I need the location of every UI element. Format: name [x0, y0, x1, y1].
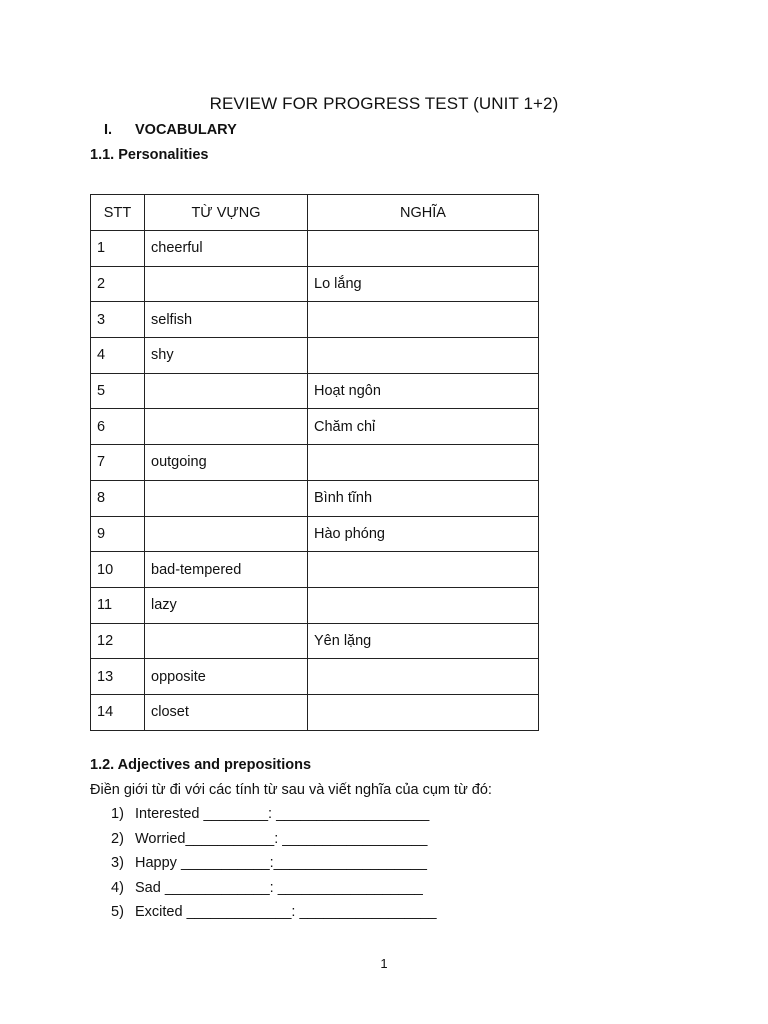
list-item [111, 805, 437, 830]
cell-word [145, 480, 308, 516]
item-number: 1) [111, 806, 124, 822]
item-number: 3) [111, 855, 124, 871]
cell-stt: 3 [91, 302, 145, 338]
table-row [91, 302, 539, 338]
cell-meaning: Yên lặng [308, 623, 539, 659]
cell-word [145, 516, 308, 552]
cell-meaning: Hào phóng [308, 516, 539, 552]
item-number: 5) [111, 904, 124, 920]
cell-meaning: Chăm chỉ [308, 409, 539, 445]
cell-word [145, 409, 308, 445]
cell-stt: 4 [91, 338, 145, 374]
table-row [91, 659, 539, 695]
cell-meaning [308, 552, 539, 588]
cell-word [145, 623, 308, 659]
cell-meaning [308, 445, 539, 481]
header-nghia: NGHĨA [308, 195, 539, 231]
cell-word: shy [145, 338, 308, 374]
cell-stt: 1 [91, 231, 145, 267]
subsection-heading-adjectives-prepositions: 1.2. Adjectives and prepositions [90, 757, 312, 773]
cell-meaning: Hoạt ngôn [308, 373, 539, 409]
cell-meaning [308, 694, 539, 730]
table-row [91, 587, 539, 623]
cell-meaning: Lo lắng [308, 266, 539, 302]
list-item [111, 830, 437, 855]
cell-stt: 14 [91, 694, 145, 730]
cell-meaning [308, 231, 539, 267]
page-number: 1 [380, 956, 388, 971]
vocabulary-table [90, 194, 539, 731]
cell-stt: 8 [91, 480, 145, 516]
header-tu-vung: TỪ VỰNG [145, 195, 308, 231]
page-title: REVIEW FOR PROGRESS TEST (UNIT 1+2) [209, 94, 559, 113]
subsection-heading-personalities: 1.1. Personalities [90, 147, 209, 163]
item-text: Worried___________: __________________ [135, 830, 428, 847]
cell-word [145, 373, 308, 409]
table-row [91, 445, 539, 481]
table-row [91, 338, 539, 374]
cell-meaning [308, 587, 539, 623]
item-text: Happy ___________:___________________ [135, 855, 427, 871]
cell-stt: 5 [91, 373, 145, 409]
section-heading-vocabulary [104, 122, 237, 138]
table-row [91, 480, 539, 516]
table-header-row [91, 195, 539, 231]
item-number: 2) [111, 830, 124, 847]
exercise-instruction: Điền giới từ đi với các tính từ sau và viết nghĩa của cụm từ đó: [90, 782, 492, 798]
cell-stt: 11 [91, 587, 145, 623]
cell-meaning [308, 659, 539, 695]
list-item [111, 903, 437, 928]
item-text: Interested ________: ___________________ [135, 806, 430, 822]
table-row [91, 231, 539, 267]
cell-word [145, 266, 308, 302]
cell-meaning [308, 338, 539, 374]
cell-word: lazy [145, 587, 308, 623]
list-item [111, 854, 437, 879]
item-text: Sad _____________: __________________ [135, 879, 423, 896]
item-text: Excited _____________: _________________ [135, 904, 437, 920]
cell-word: opposite [145, 659, 308, 695]
cell-stt: 9 [91, 516, 145, 552]
section-number: I. [104, 122, 113, 138]
cell-word: selfish [145, 302, 308, 338]
item-number: 4) [111, 879, 124, 896]
cell-stt: 13 [91, 659, 145, 695]
table-row [91, 409, 539, 445]
table-row [91, 516, 539, 552]
header-stt: STT [91, 195, 145, 231]
list-item [111, 879, 437, 904]
cell-stt: 7 [91, 445, 145, 481]
table-row [91, 552, 539, 588]
exercise-list [111, 805, 437, 928]
cell-meaning [308, 302, 539, 338]
table-row [91, 694, 539, 730]
section-label: VOCABULARY [135, 122, 237, 138]
table-row [91, 373, 539, 409]
cell-meaning: Bình tĩnh [308, 480, 539, 516]
table-row [91, 623, 539, 659]
cell-stt: 6 [91, 409, 145, 445]
cell-word: closet [145, 694, 308, 730]
cell-stt: 12 [91, 623, 145, 659]
cell-stt: 2 [91, 266, 145, 302]
cell-stt: 10 [91, 552, 145, 588]
cell-word: cheerful [145, 231, 308, 267]
table-row [91, 266, 539, 302]
cell-word: outgoing [145, 445, 308, 481]
cell-word: bad-tempered [145, 552, 308, 588]
